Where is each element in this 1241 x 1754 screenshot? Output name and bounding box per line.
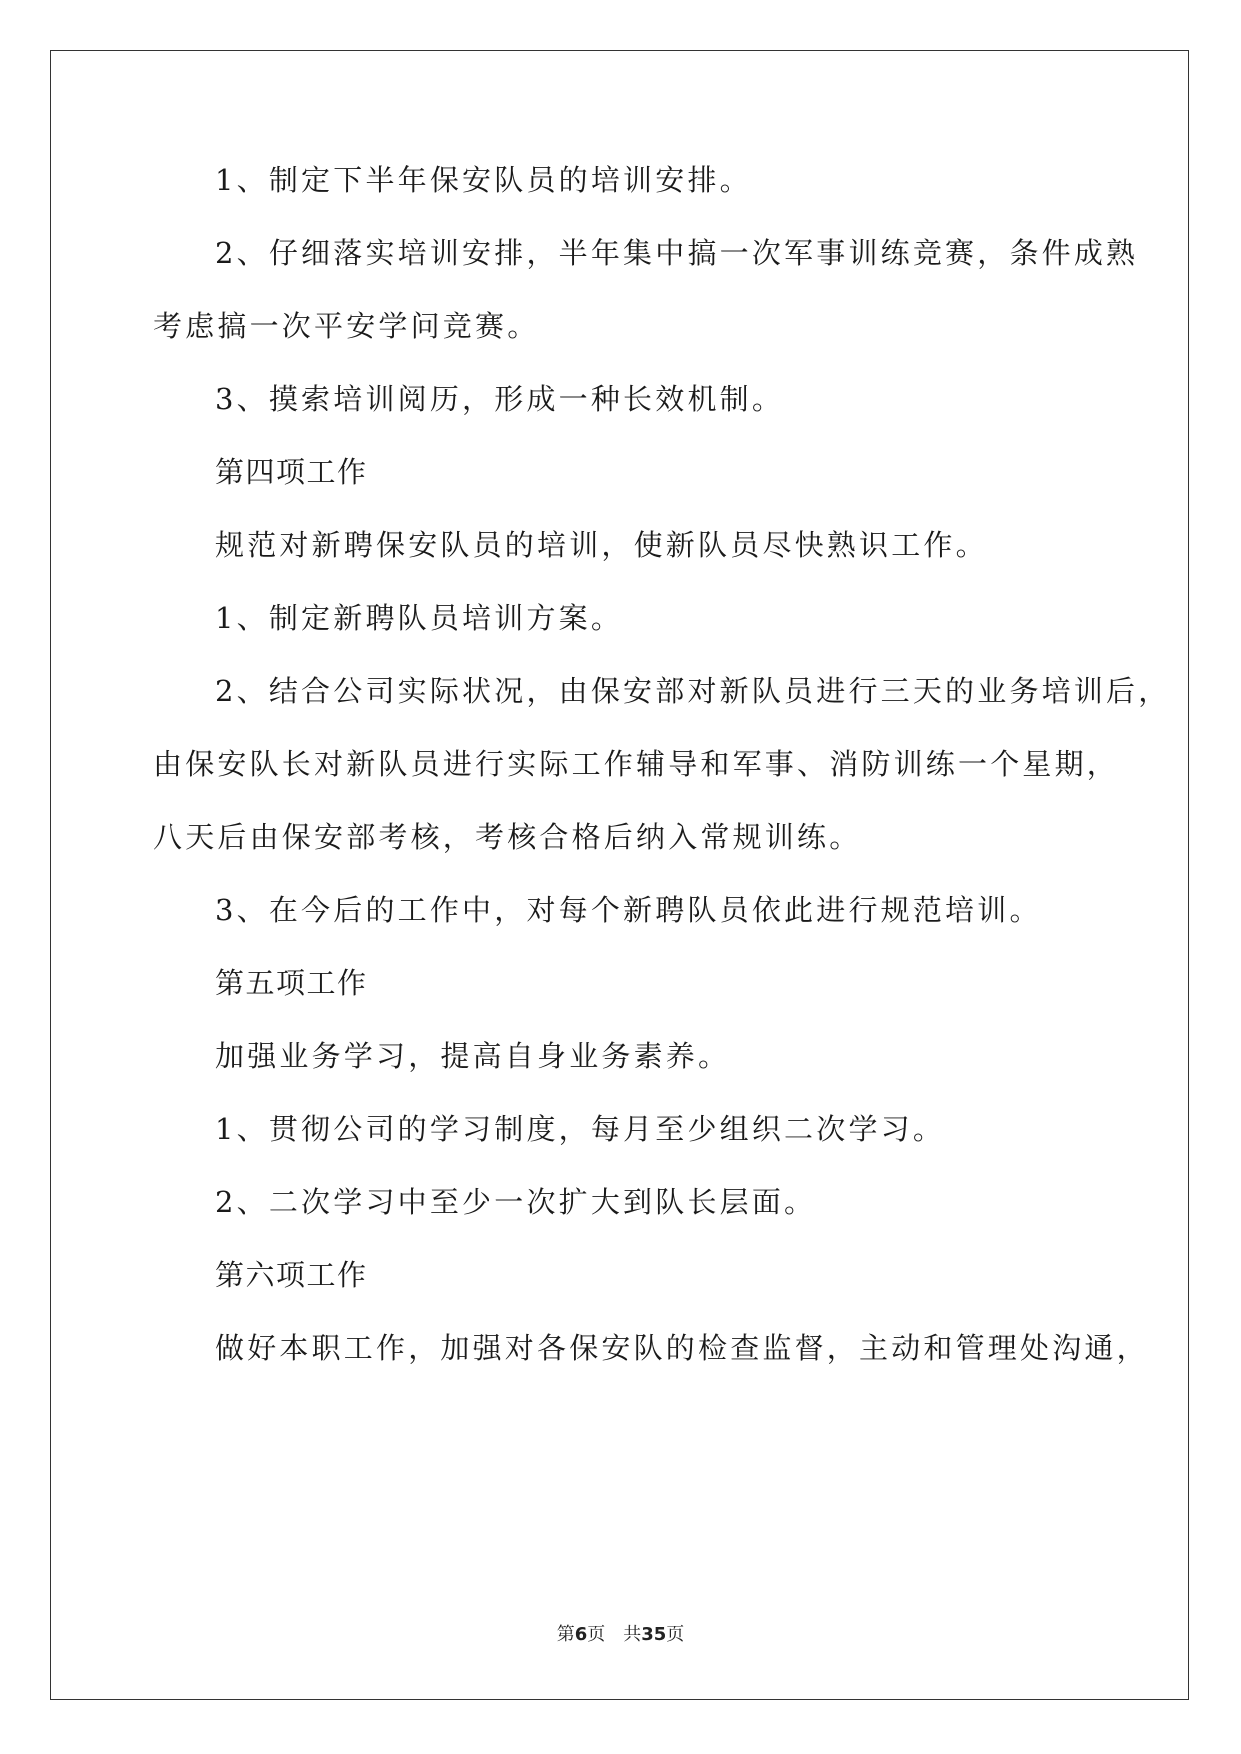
paragraph-line: 加强业务学习，提高自身业务素养。 bbox=[215, 1039, 731, 1073]
total-suffix: 页 bbox=[666, 1624, 685, 1645]
paragraph-line: 3、在今后的工作中，对每个新聘队员依此进行规范培训。 bbox=[215, 893, 1042, 927]
paragraph-line: 考虑搞一次平安学问竞赛。 bbox=[153, 309, 540, 343]
paragraph-line: 2、仔细落实培训安排，半年集中搞一次军事训练竞赛，条件成熟 bbox=[215, 236, 1139, 270]
page-footer bbox=[0, 1620, 1241, 1646]
paragraph-line: 规范对新聘保安队员的培训，使新队员尽快熟识工作。 bbox=[215, 528, 988, 562]
page-number: 6 bbox=[574, 1624, 588, 1645]
section-heading: 第四项工作 bbox=[215, 455, 368, 489]
section-heading: 第五项工作 bbox=[215, 966, 368, 1000]
section-heading: 第六项工作 bbox=[215, 1258, 368, 1292]
paragraph-line: 由保安队长对新队员进行实际工作辅导和军事、消防训练一个星期， bbox=[153, 747, 1120, 781]
paragraph-line: 1、制定新聘队员培训方案。 bbox=[215, 601, 624, 635]
paragraph-line: 做好本职工作，加强对各保安队的检查监督，主动和管理处沟通， bbox=[215, 1331, 1149, 1365]
paragraph-line: 1、贯彻公司的学习制度，每月至少组织二次学习。 bbox=[215, 1112, 946, 1146]
page-border bbox=[50, 50, 1189, 1700]
page-suffix: 页 bbox=[587, 1624, 606, 1645]
paragraph-line: 2、二次学习中至少一次扩大到队长层面。 bbox=[215, 1185, 817, 1219]
page-prefix: 第 bbox=[556, 1624, 575, 1645]
total-pages: 35 bbox=[641, 1624, 667, 1645]
total-prefix: 共 bbox=[623, 1624, 642, 1645]
paragraph-line: 2、结合公司实际状况，由保安部对新队员进行三天的业务培训后， bbox=[215, 674, 1171, 708]
paragraph-line: 1、制定下半年保安队员的培训安排。 bbox=[215, 163, 752, 197]
paragraph-line: 3、摸索培训阅历，形成一种长效机制。 bbox=[215, 382, 785, 416]
paragraph-line: 八天后由保安部考核，考核合格后纳入常规训练。 bbox=[153, 820, 862, 854]
